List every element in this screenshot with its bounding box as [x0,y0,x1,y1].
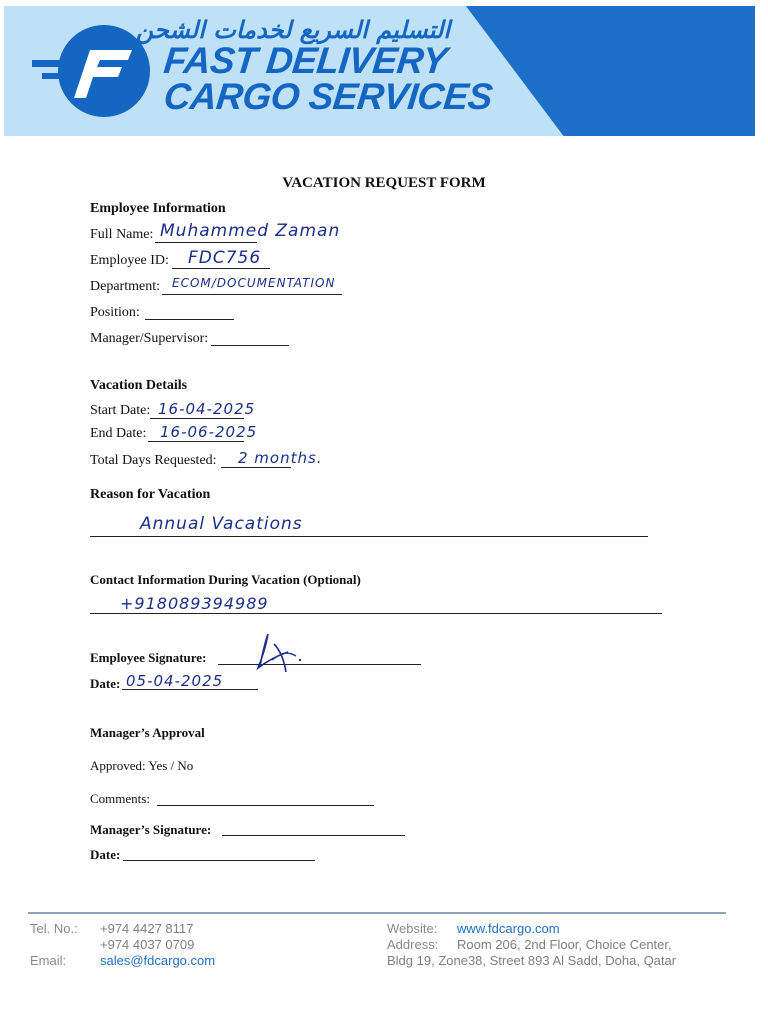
arabic-company-name: التسليم السريع لخدمات الشحن [135,16,450,44]
form-title: VACATION REQUEST FORM [282,175,486,191]
employee-date-label: Date: [90,676,121,691]
manager-date-label: Date: [90,847,121,862]
start-date-value: 16-04-2025 [158,400,256,418]
department-value: ECOM/DOCUMENTATION [172,276,336,290]
tel-number-1: +974 4427 8117 [100,921,194,936]
comments-line[interactable] [157,805,374,806]
comments-label: Comments: [90,791,150,806]
full-name-value: Muhammed Zaman [160,221,341,241]
email-label: Email: [30,953,67,968]
footer-divider [28,912,726,914]
position-line[interactable] [145,319,234,320]
employee-date-value: 05-04-2025 [126,672,224,690]
contact-value: +918089394989 [120,594,269,613]
employee-id-line[interactable] [172,268,270,269]
full-name-line[interactable] [155,242,257,243]
employee-id-label: Employee ID: [90,253,169,268]
employee-signature-image [248,630,308,674]
total-days-label: Total Days Requested: [90,453,217,468]
employee-info-heading: Employee Information [90,201,226,216]
reason-value: Annual Vacations [140,514,303,534]
manager-date-line[interactable] [123,860,315,861]
tel-number-2: +974 4037 0709 [100,937,195,952]
website-label: Website: [387,921,438,936]
position-label: Position: [90,305,140,320]
website-link[interactable]: www.fdcargo.com [457,921,560,936]
employee-id-value: FDC756 [188,248,262,268]
contact-heading: Contact Information During Vacation (Optional) [90,572,361,587]
manager-signature-line[interactable] [222,835,405,836]
employee-signature-label: Employee Signature: [90,650,207,665]
end-date-label: End Date: [90,426,147,441]
start-date-label: Start Date: [90,403,151,418]
address-label: Address: [387,937,439,952]
reason-line[interactable] [90,536,648,537]
end-date-line[interactable] [148,441,244,442]
department-line[interactable] [162,294,342,295]
start-date-line[interactable] [150,418,244,419]
address-line-2: Bldg 19, Zone38, Street 893 Al Sadd, Doha, Qatar [387,953,677,968]
manager-approval-heading: Manager’s Approval [90,725,205,740]
manager-supervisor-line[interactable] [211,345,289,346]
vacation-details-heading: Vacation Details [90,378,188,393]
full-name-label: Full Name: [90,227,154,242]
total-days-value: 2 months. [238,449,323,467]
contact-line[interactable] [90,613,662,614]
brand-name-line2: CARGO SERVICES [161,76,495,117]
department-label: Department: [90,279,160,294]
manager-supervisor-label: Manager/Supervisor: [90,331,209,346]
end-date-value: 16-06-2025 [160,423,258,441]
manager-signature-label: Manager’s Signature: [90,822,212,837]
brand-name-line1: FAST DELIVERY [161,40,449,81]
approved-label[interactable]: Approved: Yes / No [90,758,194,773]
address-line-1: Room 206, 2nd Floor, Choice Center, [457,937,672,952]
total-days-line[interactable] [221,467,291,468]
header-banner [4,6,755,136]
tel-label: Tel. No.: [30,921,78,936]
email-link[interactable]: sales@fdcargo.com [100,953,216,968]
reason-heading: Reason for Vacation [90,487,211,502]
